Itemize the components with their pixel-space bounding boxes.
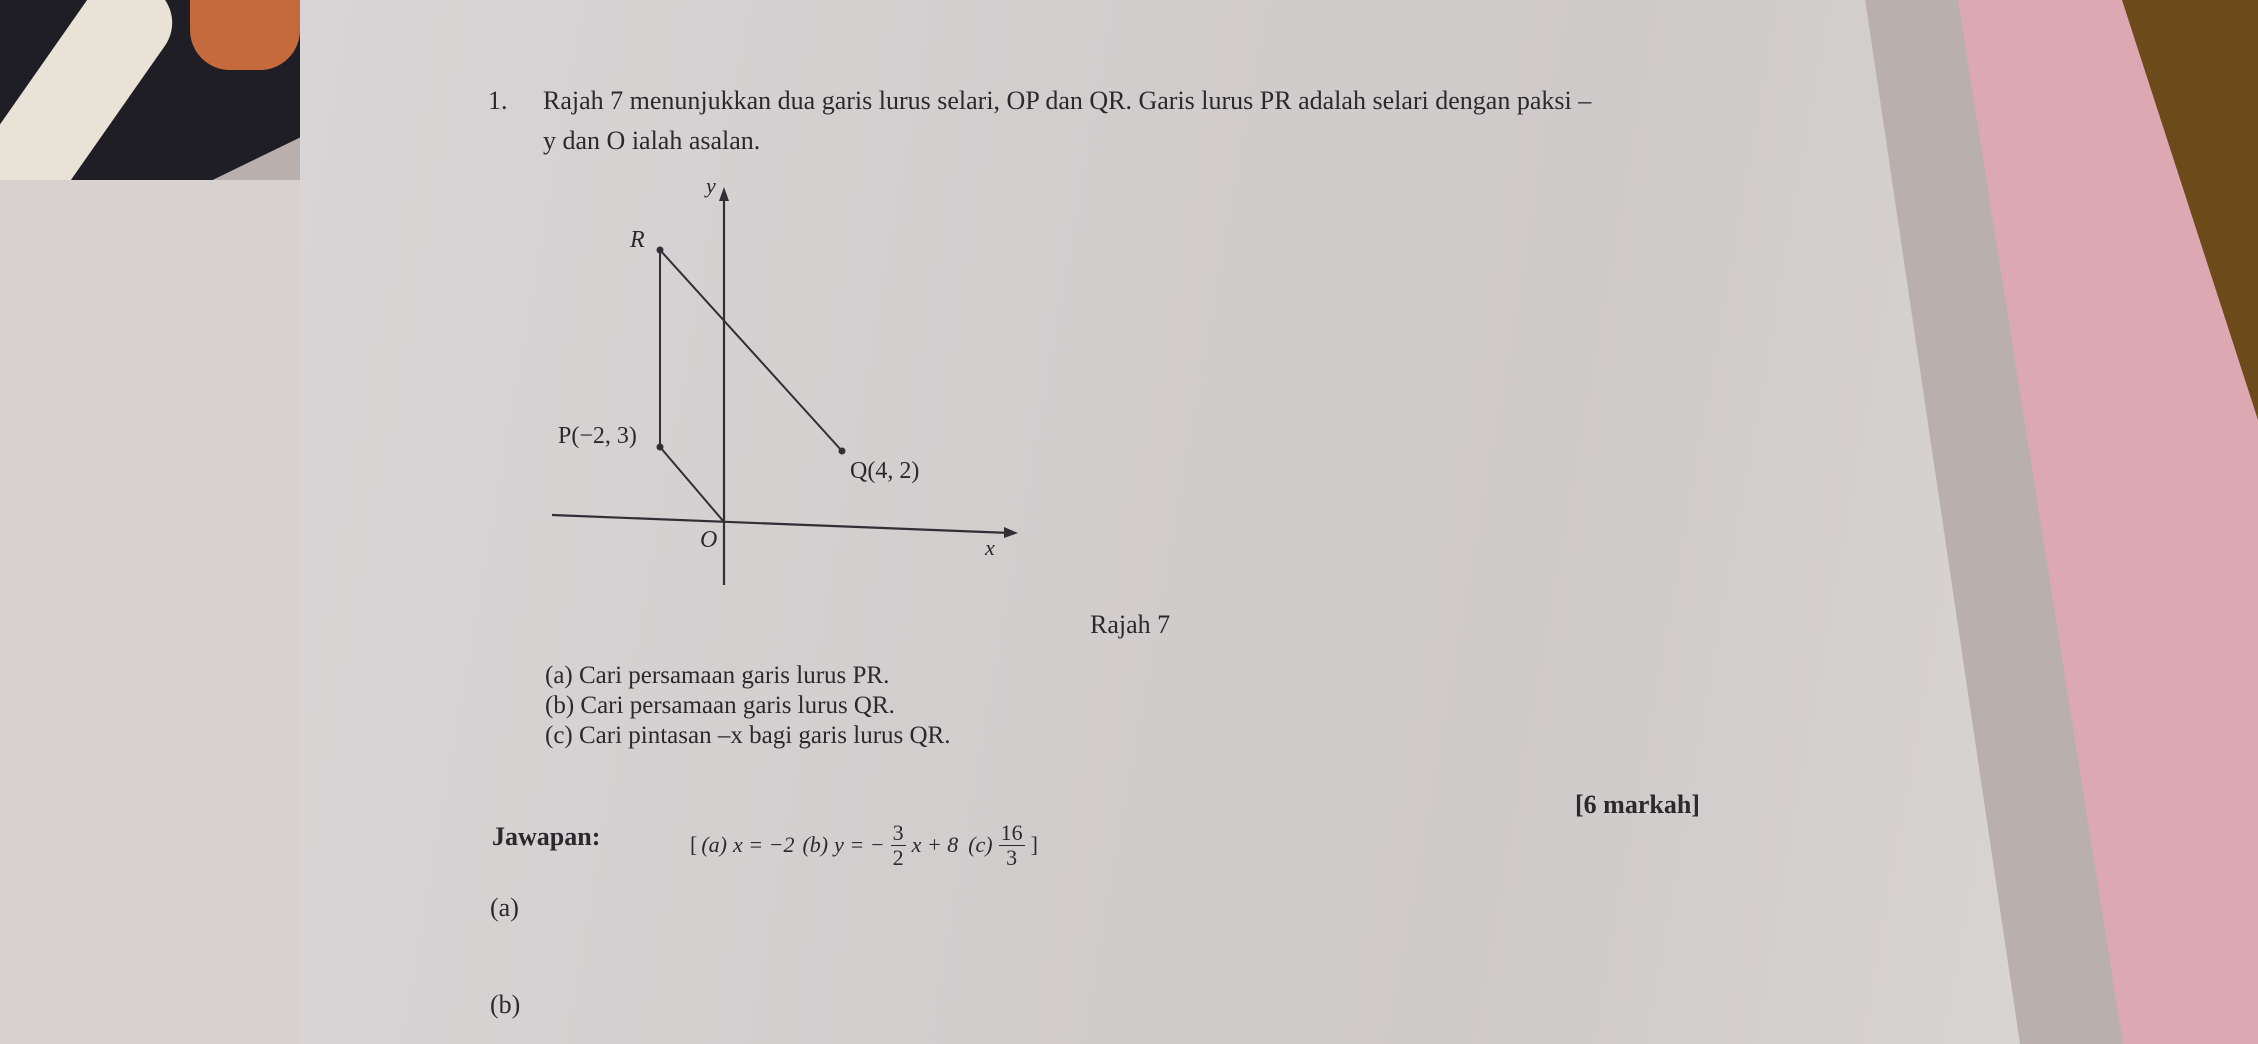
point-R <box>657 247 664 254</box>
question-number: 1. <box>488 86 508 115</box>
point-R-label: R <box>630 227 645 253</box>
key-open: [ <box>690 832 698 857</box>
x-axis-arrow <box>1004 527 1018 538</box>
key-close: ] <box>1030 832 1038 857</box>
key-b-fraction <box>891 821 906 868</box>
key-b-suffix: x + 8 <box>911 832 959 857</box>
x-axis <box>552 515 1010 533</box>
key-a-value: x = −2 <box>732 832 795 857</box>
key-c-fraction <box>999 821 1025 868</box>
origin-label: O <box>700 527 718 553</box>
answer-part-b-label: (b) <box>490 990 521 1019</box>
fabric-pattern <box>190 0 300 70</box>
question-text-line2: y dan O ialah asalan. <box>543 126 761 155</box>
key-b-denominator: 2 <box>892 844 904 870</box>
part-a-text: Cari persamaan garis lurus PR. <box>579 662 890 689</box>
answer-part-a-label: (a) <box>490 893 519 922</box>
key-b-prefix: y = − <box>834 832 885 857</box>
answer-label: Jawapan: <box>492 822 601 851</box>
part-c <box>545 722 950 750</box>
key-c-denominator: 3 <box>1006 844 1018 870</box>
figure-caption: Rajah 7 <box>1090 610 1171 639</box>
line-RQ <box>660 250 842 451</box>
part-a-label: (a) <box>545 662 573 689</box>
point-P <box>657 444 664 451</box>
key-b-numerator: 3 <box>892 820 904 846</box>
marks-badge: [6 markah] <box>1575 790 1700 819</box>
part-c-label: (c) <box>545 722 573 749</box>
part-c-text: Cari pintasan –x bagi garis lurus QR. <box>579 722 951 749</box>
point-P-label: P(−2, 3) <box>558 423 637 449</box>
y-axis-arrow <box>719 187 729 201</box>
line-OP <box>660 447 724 522</box>
part-a <box>545 662 889 690</box>
y-axis-label: y <box>706 175 716 198</box>
answer-key <box>690 805 1038 885</box>
part-b-label: (b) <box>545 692 575 719</box>
rajah-7-diagram <box>540 175 1060 595</box>
part-b <box>545 692 895 720</box>
key-b-label: (b) <box>802 832 829 857</box>
key-a-label: (a) <box>701 832 727 857</box>
key-c-numerator: 16 <box>1000 820 1023 846</box>
part-b-text: Cari persamaan garis lurus QR. <box>580 692 895 719</box>
point-Q-label: Q(4, 2) <box>850 458 920 484</box>
point-Q <box>839 448 846 455</box>
x-axis-label: x <box>985 535 995 560</box>
question-text-line1: Rajah 7 menunjukkan dua garis lurus selari, OP dan QR. Garis lurus PR adalah selari dengan paksi – <box>543 86 1592 115</box>
key-c-label: (c) <box>968 832 993 857</box>
